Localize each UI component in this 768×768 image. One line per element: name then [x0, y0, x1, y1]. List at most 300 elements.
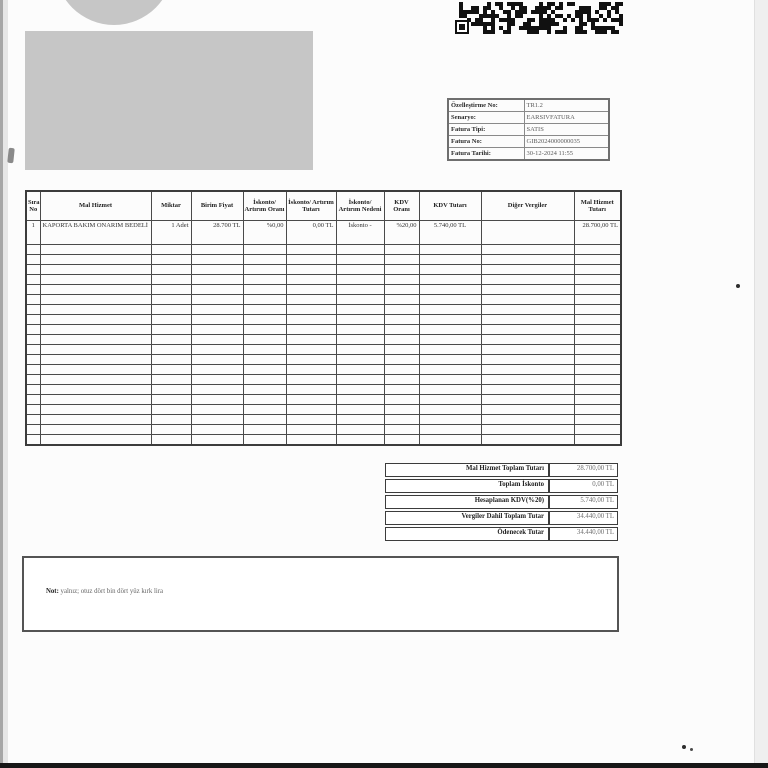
empty-cell	[40, 255, 151, 265]
note-amount-words: yalnız; otuz dört bin dört yüz kırk lira	[60, 588, 164, 595]
empty-cell	[191, 275, 243, 285]
empty-cell	[243, 405, 286, 415]
empty-cell	[26, 435, 40, 446]
totals-value: 34.440,00 TL	[548, 512, 617, 524]
edge-smudge-artifact	[7, 148, 15, 164]
totals-row	[385, 511, 618, 525]
meta-row	[448, 124, 609, 136]
empty-cell	[191, 305, 243, 315]
empty-cell	[574, 315, 621, 325]
left-edge-strip	[3, 0, 8, 768]
note-box	[22, 556, 619, 632]
artifact-dot	[682, 745, 686, 749]
empty-cell	[419, 315, 481, 325]
empty-cell	[384, 435, 419, 446]
empty-cell	[336, 285, 384, 295]
empty-cell	[384, 275, 419, 285]
empty-cell	[26, 315, 40, 325]
empty-cell	[481, 275, 574, 285]
empty-cell	[40, 275, 151, 285]
empty-cell	[191, 265, 243, 275]
empty-cell	[574, 305, 621, 315]
note-text	[46, 588, 617, 595]
empty-cell	[286, 425, 336, 435]
empty-cell	[286, 305, 336, 315]
empty-cell	[191, 315, 243, 325]
item-cell: KAPORTA BAKIM ONARIM BEDELİ	[40, 221, 151, 245]
empty-cell	[286, 265, 336, 275]
empty-cell	[286, 395, 336, 405]
empty-row	[26, 365, 621, 375]
empty-cell	[40, 305, 151, 315]
empty-cell	[481, 365, 574, 375]
meta-value: GIB2024000000035	[524, 136, 609, 148]
empty-cell	[191, 395, 243, 405]
empty-cell	[574, 405, 621, 415]
empty-cell	[384, 425, 419, 435]
totals-row	[385, 479, 618, 493]
totals-value: 5.740,00 TL	[548, 496, 617, 508]
empty-row	[26, 425, 621, 435]
empty-row	[26, 275, 621, 285]
empty-cell	[419, 425, 481, 435]
empty-cell	[286, 255, 336, 265]
empty-cell	[191, 255, 243, 265]
empty-cell	[191, 295, 243, 305]
bottom-black-bar	[0, 763, 768, 768]
totals-value: 34.440,00 TL	[548, 528, 617, 540]
empty-cell	[336, 415, 384, 425]
meta-value: SATIS	[524, 124, 609, 136]
empty-row	[26, 285, 621, 295]
empty-cell	[336, 305, 384, 315]
empty-cell	[286, 275, 336, 285]
empty-row	[26, 395, 621, 405]
empty-cell	[481, 405, 574, 415]
empty-cell	[40, 405, 151, 415]
items-header-cell: Mal Hizmet	[40, 191, 151, 221]
empty-cell	[286, 245, 336, 255]
empty-row	[26, 435, 621, 446]
empty-cell	[384, 355, 419, 365]
empty-cell	[40, 365, 151, 375]
empty-cell	[151, 415, 191, 425]
empty-cell	[419, 265, 481, 275]
empty-cell	[336, 255, 384, 265]
empty-cell	[419, 385, 481, 395]
empty-cell	[26, 275, 40, 285]
empty-cell	[481, 435, 574, 446]
empty-row	[26, 345, 621, 355]
empty-row	[26, 295, 621, 305]
invoice-meta-table	[447, 98, 610, 161]
empty-cell	[40, 325, 151, 335]
empty-cell	[419, 285, 481, 295]
empty-cell	[191, 355, 243, 365]
empty-cell	[243, 295, 286, 305]
empty-cell	[243, 365, 286, 375]
empty-cell	[481, 395, 574, 405]
empty-cell	[574, 335, 621, 345]
empty-cell	[384, 255, 419, 265]
empty-cell	[384, 315, 419, 325]
empty-cell	[286, 295, 336, 305]
empty-cell	[151, 285, 191, 295]
line-items-table	[25, 190, 622, 446]
empty-cell	[151, 355, 191, 365]
empty-cell	[40, 355, 151, 365]
empty-cell	[574, 425, 621, 435]
empty-cell	[574, 275, 621, 285]
empty-cell	[286, 415, 336, 425]
empty-cell	[191, 285, 243, 295]
empty-cell	[151, 255, 191, 265]
empty-cell	[481, 345, 574, 355]
empty-cell	[336, 325, 384, 335]
totals-value: 28.700,00 TL	[548, 464, 617, 476]
empty-cell	[26, 365, 40, 375]
empty-cell	[243, 305, 286, 315]
empty-cell	[286, 325, 336, 335]
logo-placeholder-circle	[55, 0, 173, 25]
empty-cell	[26, 265, 40, 275]
empty-cell	[191, 385, 243, 395]
empty-cell	[481, 315, 574, 325]
item-cell: 5.740,00 TL	[419, 221, 481, 245]
note-label: Not:	[46, 588, 59, 595]
empty-cell	[286, 335, 336, 345]
empty-cell	[243, 345, 286, 355]
empty-cell	[481, 385, 574, 395]
empty-cell	[481, 335, 574, 345]
empty-cell	[574, 435, 621, 446]
empty-cell	[481, 425, 574, 435]
meta-label: Özelleştirme No:	[448, 99, 524, 112]
empty-cell	[574, 395, 621, 405]
empty-cell	[26, 395, 40, 405]
empty-cell	[26, 385, 40, 395]
meta-value: EARSIVFATURA	[524, 112, 609, 124]
empty-cell	[336, 365, 384, 375]
empty-cell	[191, 345, 243, 355]
empty-cell	[40, 265, 151, 275]
empty-cell	[26, 405, 40, 415]
empty-row	[26, 255, 621, 265]
empty-cell	[151, 245, 191, 255]
meta-value: 30-12-2024 11:55	[524, 148, 609, 161]
items-header-cell: Diğer Vergiler	[481, 191, 574, 221]
empty-row	[26, 305, 621, 315]
empty-cell	[26, 345, 40, 355]
empty-row	[26, 355, 621, 365]
empty-cell	[419, 415, 481, 425]
empty-cell	[286, 355, 336, 365]
empty-cell	[243, 385, 286, 395]
empty-row	[26, 375, 621, 385]
empty-cell	[151, 405, 191, 415]
empty-cell	[481, 325, 574, 335]
empty-cell	[481, 255, 574, 265]
empty-cell	[26, 325, 40, 335]
empty-cell	[574, 375, 621, 385]
empty-cell	[574, 245, 621, 255]
empty-cell	[151, 335, 191, 345]
items-header-cell: Sıra No	[26, 191, 40, 221]
empty-cell	[574, 355, 621, 365]
empty-cell	[481, 305, 574, 315]
empty-cell	[384, 245, 419, 255]
empty-cell	[286, 435, 336, 446]
totals-section	[385, 463, 618, 543]
meta-label: Fatura No:	[448, 136, 524, 148]
empty-cell	[26, 425, 40, 435]
empty-cell	[243, 355, 286, 365]
empty-cell	[419, 375, 481, 385]
empty-cell	[40, 385, 151, 395]
empty-cell	[336, 355, 384, 365]
empty-cell	[336, 425, 384, 435]
empty-cell	[336, 315, 384, 325]
empty-cell	[574, 385, 621, 395]
empty-cell	[40, 345, 151, 355]
empty-cell	[419, 405, 481, 415]
meta-label: Fatura Tipi:	[448, 124, 524, 136]
empty-cell	[419, 395, 481, 405]
meta-label: Fatura Tarihi:	[448, 148, 524, 161]
empty-cell	[151, 305, 191, 315]
empty-cell	[384, 295, 419, 305]
empty-cell	[419, 325, 481, 335]
empty-row	[26, 245, 621, 255]
empty-cell	[26, 295, 40, 305]
empty-cell	[384, 375, 419, 385]
items-header-cell: İskonto/ Artırım Oranı	[243, 191, 286, 221]
empty-cell	[191, 365, 243, 375]
empty-row	[26, 335, 621, 345]
empty-cell	[243, 435, 286, 446]
totals-label: Vergiler Dahil Toplam Tutar	[461, 513, 544, 520]
meta-row	[448, 148, 609, 161]
item-cell: 0,00 TL	[286, 221, 336, 245]
empty-cell	[481, 375, 574, 385]
empty-cell	[481, 295, 574, 305]
item-cell: 28.700,00 TL	[574, 221, 621, 245]
artifact-dot	[736, 284, 740, 288]
totals-row	[385, 463, 618, 477]
empty-cell	[40, 395, 151, 405]
empty-cell	[191, 435, 243, 446]
meta-row	[448, 99, 609, 112]
empty-cell	[40, 375, 151, 385]
totals-row	[385, 495, 618, 509]
empty-cell	[336, 265, 384, 275]
items-header-cell: Mal Hizmet Tutarı	[574, 191, 621, 221]
empty-cell	[384, 365, 419, 375]
empty-cell	[286, 385, 336, 395]
empty-cell	[481, 285, 574, 295]
items-header-cell: İskonto/ Artırım Nedeni	[336, 191, 384, 221]
empty-cell	[243, 375, 286, 385]
empty-cell	[151, 435, 191, 446]
empty-cell	[419, 255, 481, 265]
items-header-cell: KDV Tutarı	[419, 191, 481, 221]
empty-row	[26, 325, 621, 335]
empty-cell	[286, 285, 336, 295]
empty-cell	[40, 245, 151, 255]
empty-cell	[574, 365, 621, 375]
totals-label: Ödenecek Tutar	[497, 529, 544, 536]
empty-row	[26, 405, 621, 415]
empty-cell	[574, 345, 621, 355]
empty-cell	[481, 245, 574, 255]
items-header-row	[26, 191, 621, 221]
empty-cell	[384, 265, 419, 275]
empty-cell	[151, 315, 191, 325]
empty-cell	[286, 345, 336, 355]
items-header-cell: KDV Oranı	[384, 191, 419, 221]
empty-cell	[574, 295, 621, 305]
empty-cell	[574, 325, 621, 335]
right-edge-strip	[754, 0, 768, 768]
empty-row	[26, 315, 621, 325]
empty-cell	[336, 245, 384, 255]
item-cell: 28.700 TL	[191, 221, 243, 245]
empty-cell	[336, 345, 384, 355]
empty-cell	[151, 365, 191, 375]
empty-cell	[384, 395, 419, 405]
empty-cell	[384, 385, 419, 395]
empty-row	[26, 385, 621, 395]
empty-cell	[336, 375, 384, 385]
empty-cell	[419, 435, 481, 446]
empty-cell	[191, 245, 243, 255]
empty-cell	[419, 295, 481, 305]
empty-cell	[26, 335, 40, 345]
meta-row	[448, 112, 609, 124]
empty-cell	[26, 375, 40, 385]
empty-cell	[336, 395, 384, 405]
empty-cell	[151, 425, 191, 435]
empty-cell	[384, 335, 419, 345]
empty-cell	[151, 295, 191, 305]
empty-cell	[481, 265, 574, 275]
empty-cell	[286, 365, 336, 375]
empty-cell	[191, 325, 243, 335]
empty-row	[26, 265, 621, 275]
empty-cell	[26, 305, 40, 315]
empty-cell	[243, 415, 286, 425]
empty-cell	[574, 415, 621, 425]
empty-cell	[336, 405, 384, 415]
item-cell: %20,00	[384, 221, 419, 245]
empty-cell	[151, 345, 191, 355]
totals-label: Hesaplanan KDV(%20)	[474, 497, 544, 504]
empty-cell	[419, 305, 481, 315]
empty-cell	[336, 335, 384, 345]
empty-cell	[481, 355, 574, 365]
totals-row	[385, 527, 618, 541]
empty-cell	[574, 285, 621, 295]
totals-label: Toplam İskonto	[498, 481, 544, 488]
item-cell: 1	[26, 221, 40, 245]
empty-cell	[151, 375, 191, 385]
items-header-cell: Birim Fiyat	[191, 191, 243, 221]
empty-cell	[336, 385, 384, 395]
empty-row	[26, 415, 621, 425]
empty-cell	[191, 415, 243, 425]
empty-cell	[26, 355, 40, 365]
empty-cell	[40, 435, 151, 446]
qr-code-icon	[455, 0, 625, 34]
empty-cell	[243, 245, 286, 255]
empty-cell	[40, 295, 151, 305]
empty-cell	[26, 245, 40, 255]
items-header-cell: Miktar	[151, 191, 191, 221]
empty-cell	[419, 365, 481, 375]
empty-cell	[40, 415, 151, 425]
meta-value: TR1.2	[524, 99, 609, 112]
empty-cell	[336, 435, 384, 446]
empty-cell	[243, 335, 286, 345]
empty-cell	[243, 315, 286, 325]
item-cell: %0,00	[243, 221, 286, 245]
redacted-company-block	[25, 31, 313, 170]
empty-cell	[419, 345, 481, 355]
item-cell: 1 Adet	[151, 221, 191, 245]
empty-cell	[419, 355, 481, 365]
empty-cell	[243, 265, 286, 275]
empty-cell	[384, 325, 419, 335]
empty-cell	[151, 385, 191, 395]
empty-cell	[26, 285, 40, 295]
empty-cell	[286, 375, 336, 385]
empty-cell	[243, 255, 286, 265]
empty-cell	[419, 245, 481, 255]
item-cell	[481, 221, 574, 245]
empty-cell	[151, 275, 191, 285]
empty-cell	[384, 345, 419, 355]
empty-cell	[191, 375, 243, 385]
empty-cell	[26, 255, 40, 265]
empty-cell	[286, 405, 336, 415]
empty-cell	[336, 275, 384, 285]
item-row	[26, 221, 621, 245]
empty-cell	[243, 425, 286, 435]
items-header-cell: İskonto/ Artırım Tutarı	[286, 191, 336, 221]
empty-cell	[40, 285, 151, 295]
empty-cell	[481, 415, 574, 425]
totals-label: Mal Hizmet Toplam Tutarı	[466, 465, 544, 472]
empty-cell	[26, 415, 40, 425]
empty-cell	[191, 405, 243, 415]
empty-cell	[384, 285, 419, 295]
empty-cell	[40, 335, 151, 345]
empty-cell	[151, 395, 191, 405]
empty-cell	[191, 425, 243, 435]
empty-cell	[384, 305, 419, 315]
empty-cell	[243, 395, 286, 405]
empty-cell	[419, 335, 481, 345]
meta-label: Senaryo:	[448, 112, 524, 124]
meta-row	[448, 136, 609, 148]
empty-cell	[574, 265, 621, 275]
empty-cell	[40, 425, 151, 435]
empty-cell	[151, 325, 191, 335]
empty-cell	[419, 275, 481, 285]
empty-cell	[574, 255, 621, 265]
empty-cell	[191, 335, 243, 345]
artifact-dot	[690, 748, 693, 751]
